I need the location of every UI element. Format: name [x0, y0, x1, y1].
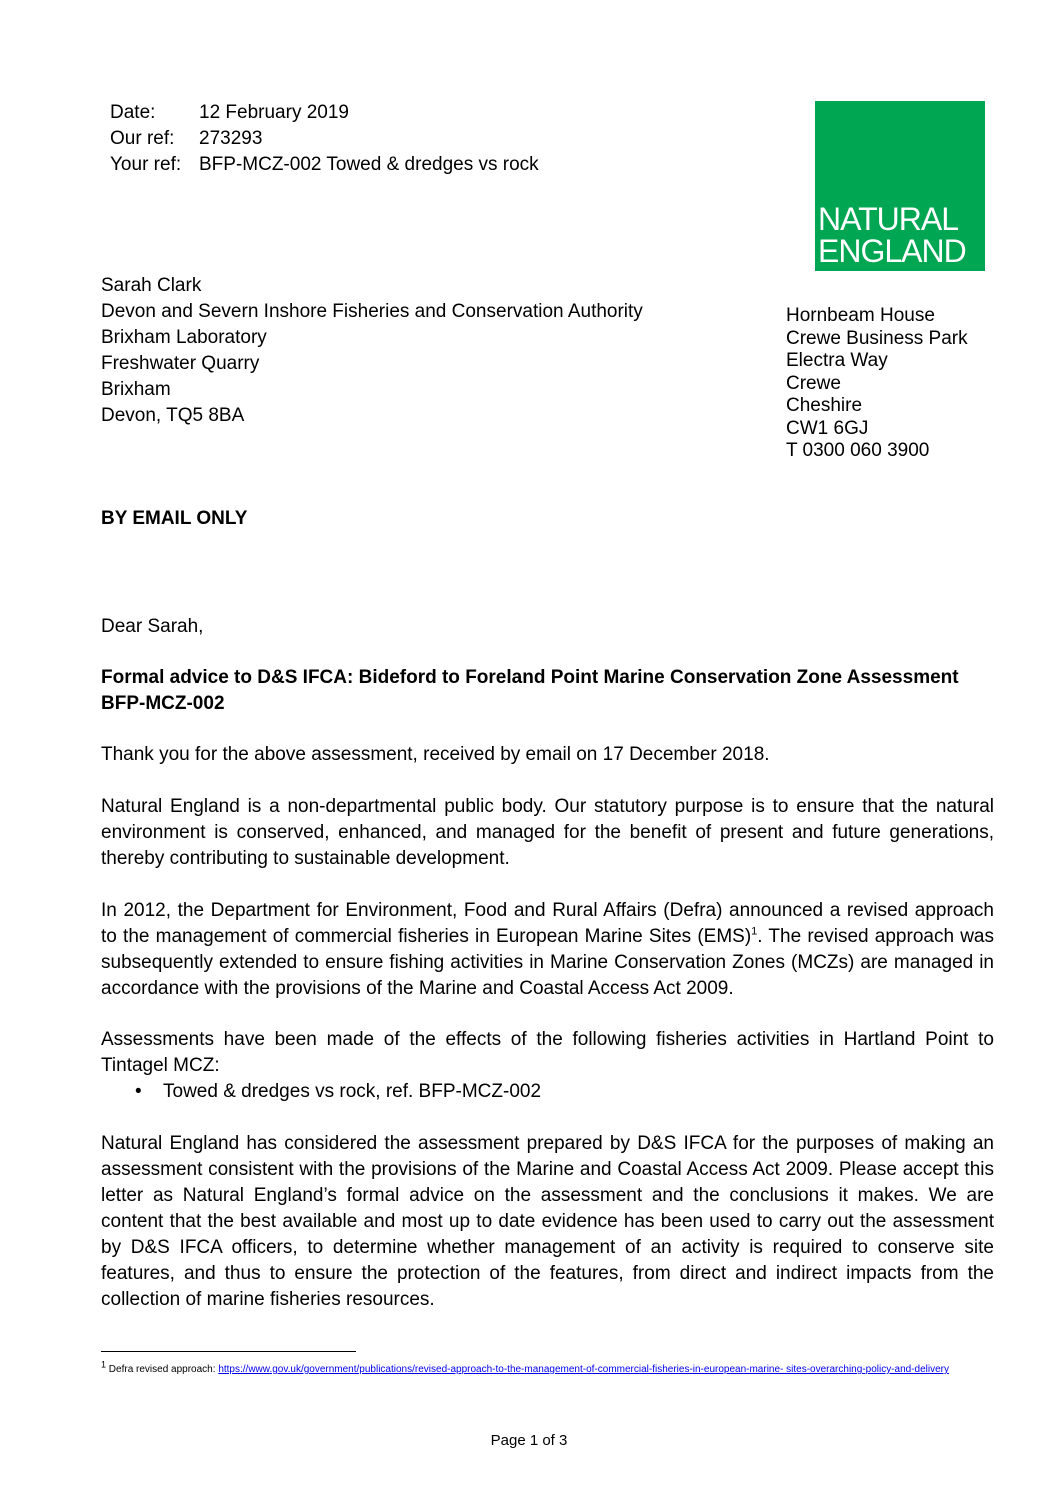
sender-line: Cheshire [786, 395, 863, 416]
our-ref-row [110, 126, 539, 152]
footnote-divider [101, 1351, 356, 1352]
footnote [101, 1359, 981, 1378]
sender-phone: T 0300 060 3900 [786, 440, 930, 461]
recipient-line: Brixham Laboratory [101, 327, 267, 348]
reference-block [110, 100, 539, 178]
paragraph-acknowledgement: Thank you for the above assessment, received by email on 17 December 2018. [101, 744, 770, 765]
date-label: Date: [110, 102, 156, 123]
footnote-link[interactable]: https://www.gov.uk/government/publications/revised-approach-to-the-management-of-commercial-fisheries-in-european-marine- sites-overarching-policy-and-delivery [218, 1364, 949, 1375]
logo-line-1: NATURAL [818, 201, 958, 237]
recipient-line: Devon and Severn Inshore Fisheries and Conservation Authority [101, 301, 643, 322]
paragraph-formal-advice: Natural England has considered the assessment prepared by D&S IFCA for the purposes of making an assessment consistent with the provisions of the Marine and Coastal Access Act 2009. Please accept this letter as Natural England’s formal advice on the assessment and the conclusions it makes. We are content that the best available and most up to date evidence has been used to carry out the assessment by D&S IFCA officers, to determine whether management of an activity is required to conserve site features, and thus to ensure the protection of the features, from direct and indirect impacts from the collection of marine fisheries resources. [101, 1133, 994, 1310]
sender-line: Crewe [786, 372, 841, 394]
recipient-line: Sarah Clark [101, 275, 202, 296]
your-ref-label: Your ref: [110, 154, 182, 175]
paragraph-assessments: Assessments have been made of the effects of the following fisheries activities in Hartland Point to Tintagel MCZ: [101, 1029, 994, 1076]
sender-line: CW1 6GJ [786, 417, 869, 439]
salutation: Dear Sarah, [101, 616, 204, 637]
our-ref-value: 273293 [199, 128, 263, 149]
natural-england-logo [815, 101, 985, 271]
recipient-line: Brixham [101, 379, 171, 400]
paragraph-text: In 2012, the Department for Environment, Food and Rural Affairs (Defra) announced a revised approach to the management of commercial fisheries in European Marine Sites (EMS) [101, 900, 994, 947]
recipient-line: Devon, TQ5 8BA [101, 405, 245, 426]
our-ref-label: Our ref: [110, 128, 175, 149]
footnote-reference[interactable]: 1 [751, 925, 758, 938]
sender-line: Hornbeam House [786, 305, 935, 326]
recipient-line: Freshwater Quarry [101, 353, 260, 374]
by-email-notice: BY EMAIL ONLY [101, 508, 248, 529]
footnote-number: 1 [101, 1359, 107, 1370]
recipient-address [101, 273, 643, 429]
sender-address [786, 305, 968, 463]
date-value: 12 February 2019 [199, 102, 349, 123]
date-row [110, 100, 539, 126]
footnote-label: Defra revised approach: [108, 1364, 216, 1375]
paragraph-statutory-purpose: Natural England is a non-departmental public body. Our statutory purpose is to ensure that the natural environment is conserved, enhanced, and managed for the benefit of present and future generations, thereby contributing to sustainable development. [101, 796, 994, 869]
list-item [135, 1079, 541, 1105]
letter-subject: Formal advice to D&S IFCA: Bideford to Foreland Point Marine Conservation Zone Assessment BFP-MCZ-002 [101, 667, 959, 714]
your-ref-row [110, 152, 539, 178]
paragraph-revised-approach [101, 898, 994, 1002]
your-ref-value: BFP-MCZ-002 Towed & dredges vs rock [199, 154, 539, 175]
sender-line: Crewe Business Park [786, 327, 968, 349]
page-number: Page 1 of 3 [490, 1432, 568, 1449]
list-item-text: Towed & dredges vs rock, ref. BFP-MCZ-002 [163, 1081, 542, 1102]
logo-line-2: ENGLAND [818, 233, 966, 269]
sender-line: Electra Way [786, 350, 888, 371]
paragraph-text: . The revised approach was subsequently extended to ensure fishing activities in Marine Conservation Zones (MCZs) are managed in accordance with the provisions of the Marine and Coastal Access Act 2009. [101, 926, 994, 999]
bullet-symbol: • [135, 1081, 142, 1102]
